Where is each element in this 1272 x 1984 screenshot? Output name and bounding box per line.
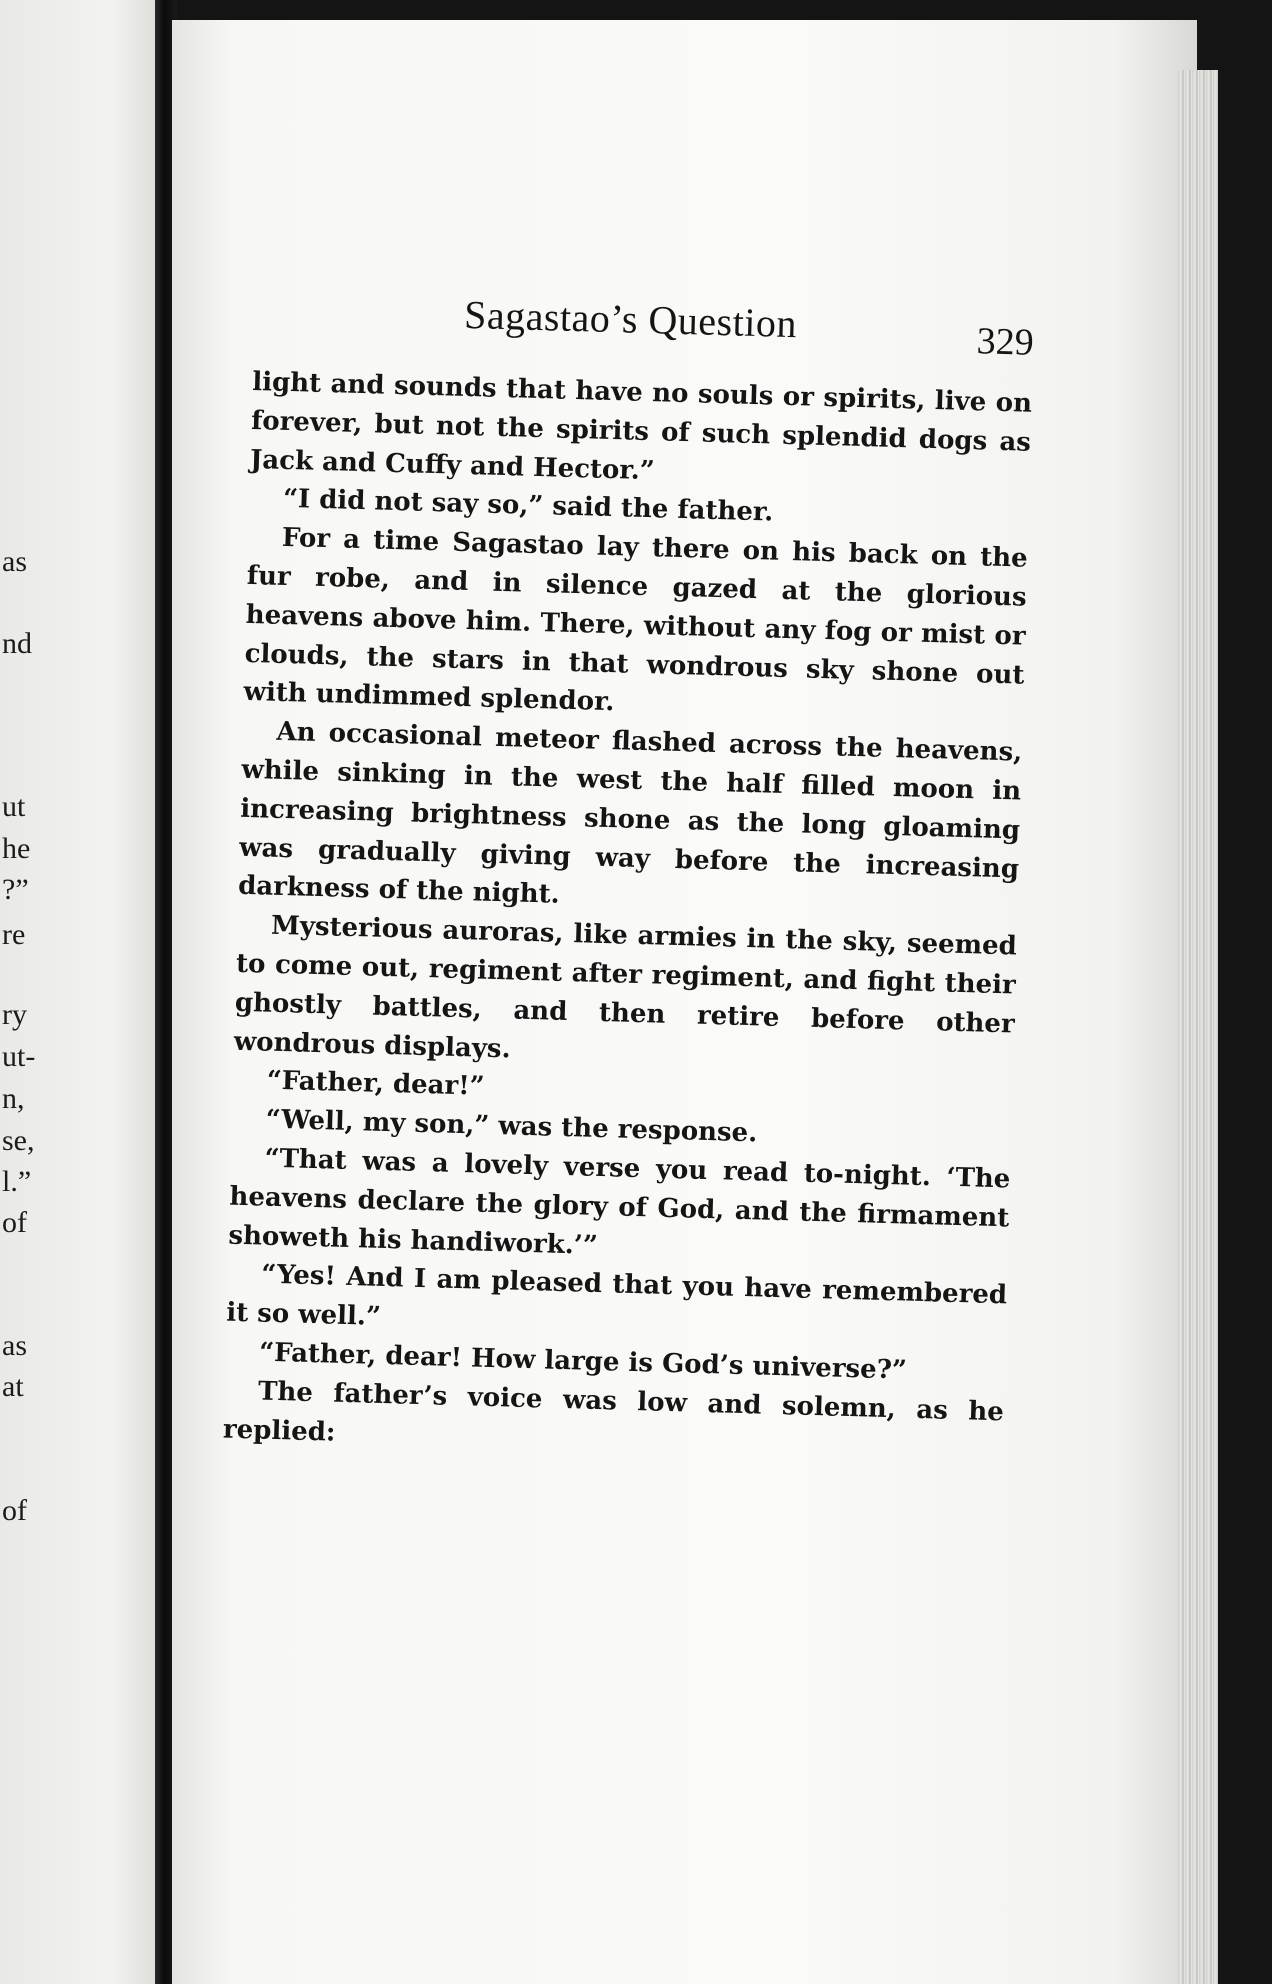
left-page-fragment: ry — [2, 998, 27, 1031]
left-page-fragment: ut — [2, 790, 26, 823]
left-page-fragment: of — [2, 1206, 27, 1239]
page-edges — [1178, 70, 1218, 1984]
left-page-fragment: as — [2, 1329, 27, 1362]
paragraph: For a time Sagastao lay there on his back on the fur robe, and in silence gazed at the glorious heavens above him. There, without any fog or mist or clouds, the stars in that wondrous sky shone out with undimmed splendor. — [243, 523, 1029, 718]
left-page-fragment: ?” — [2, 873, 29, 906]
left-page-fragment: n, — [2, 1082, 25, 1115]
left-page-text-fragments — [0, 0, 160, 1984]
paragraph: “That was a lovely verse you read to-night. ‘The heavens declare the glory of God, and the firmament showeth his handiwork.’” — [228, 1143, 1011, 1261]
page-number: 329 — [976, 320, 1035, 364]
paragraph: “Yes! And I am pleased that you have remembered it so well.” — [225, 1259, 1008, 1333]
left-page-fragment: as — [2, 545, 27, 578]
paragraph: “Well, my son,” was the response. — [265, 1104, 758, 1149]
running-head: Sagastao’s Question — [463, 291, 798, 347]
paragraph: Mysterious auroras, like armies in the sky, seemed to come out, regiment after regiment, and fight their ghostly battles, and then retire before other wondrous displays. — [233, 910, 1018, 1064]
paragraph: light and sounds that have no souls or spirits, live on forever, but not the spirits of such splendid dogs as Jack and Cuffy and Hector.” — [249, 366, 1033, 486]
left-page-fragment: of — [2, 1494, 27, 1527]
body-text — [222, 363, 1032, 1471]
paragraph: “Father, dear!” — [266, 1065, 485, 1103]
left-page-fragment: he — [2, 832, 31, 865]
paragraph: “Father, dear! How large is God’s universe?” — [258, 1337, 908, 1386]
left-page-fragment: l.” — [2, 1165, 32, 1198]
left-page-fragment: re — [2, 918, 26, 951]
left-page-fragment: se, — [2, 1124, 35, 1157]
paragraph: An occasional meteor flashed across the heavens, while sinking in the west the half filled moon in increasing brightness shone as the long gloaming was gradually giving way before the increasing darkness of the night. — [237, 716, 1023, 911]
left-page-fragment: nd — [2, 627, 32, 660]
right-page-text-block — [222, 285, 1034, 1471]
left-page-fragment: ut- — [2, 1040, 36, 1073]
paragraph: “I did not say so,” said the father. — [282, 484, 774, 528]
left-page-fragment: at — [2, 1370, 24, 1403]
paragraph: The father’s voice was low and solemn, as he replied: — [222, 1376, 1005, 1448]
